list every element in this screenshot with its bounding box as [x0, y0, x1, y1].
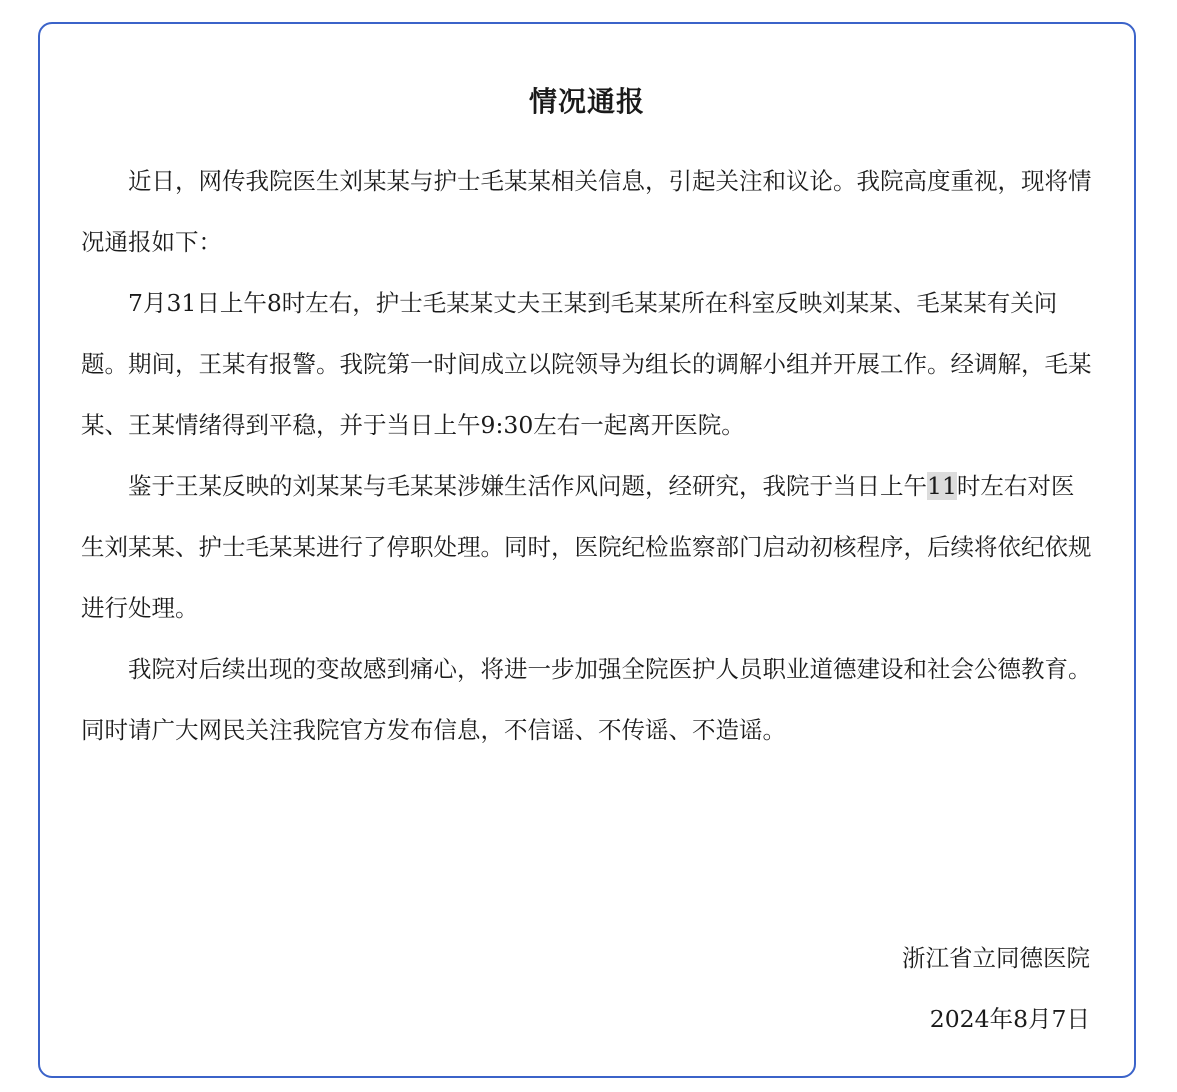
highlighted-text: 11 [927, 472, 957, 500]
paragraph-suspension-text-end: 时左右对医生刘某某、护士毛某某进行了停职处理。同时，医院纪检监察部门启动初核程序，后续将依纪依规进行处理。 [81, 472, 1092, 622]
notice-title: 情况通报 [528, 85, 645, 118]
paragraph-closing [81, 639, 1097, 761]
paragraph-intro [81, 151, 1097, 273]
paragraph-suspension-text-start: 鉴于王某反映的刘某某与毛某某涉嫌生活作风问题，经研究，我院于当日上午 [128, 472, 927, 500]
signature-date: 2024年8月7日 [929, 1005, 1090, 1033]
paragraph-suspension [81, 456, 1097, 639]
notice-body [81, 151, 1097, 761]
paragraph-incident [81, 273, 1097, 456]
paragraph-intro-text: 近日，网传我院医生刘某某与护士毛某某相关信息，引起关注和议论。我院高度重视，现将情况通报如下： [81, 167, 1092, 256]
signature-organization: 浙江省立同德医院 [902, 944, 1090, 972]
notice-document [38, 22, 1136, 1078]
paragraph-incident-text: 7月31日上午8时左右，护士毛某某丈夫王某到毛某某所在科室反映刘某某、毛某某有关问题。期间，王某有报警。我院第一时间成立以院领导为组长的调解小组并开展工作。经调解，毛某某、王某情绪得到平稳，并于当日上午9:30左右一起离开医院。 [81, 289, 1092, 439]
paragraph-closing-text: 我院对后续出现的变故感到痛心，将进一步加强全院医护人员职业道德建设和社会公德教育。同时请广大网民关注我院官方发布信息，不信谣、不传谣、不造谣。 [81, 655, 1092, 744]
